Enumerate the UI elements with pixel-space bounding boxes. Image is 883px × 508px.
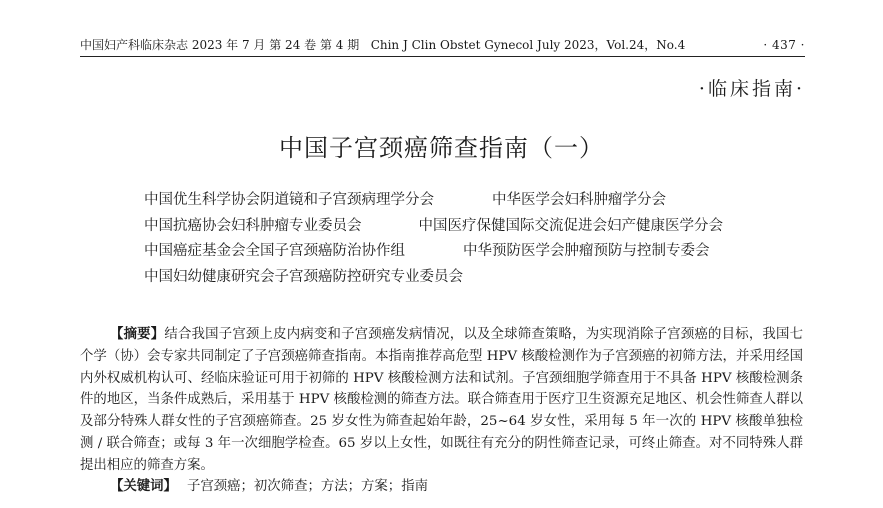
journal-citation	[80, 38, 685, 52]
author-affiliations	[144, 188, 804, 290]
keywords	[110, 477, 810, 497]
abstract-text: 结合我国子宫颈上皮内病变和子宫颈癌发病情况，以及全球筛查策略，为实现消除子宫颈癌的目标，我国七个学（协）会专家共同制定了子宫颈癌筛查指南。本指南推荐高危型 HPV 核酸检测作为子宫颈癌的初筛方法，并采用经国内外权威机构认可、经临床验证可用于初筛的 HPV 核酸检测方法和试剂。子宫颈细胞学筛查用于不具备 HPV 核酸检测条件的地区，当条件成熟后，采用基于 HPV 核酸检测的筛查方法。联合筛查用于医疗卫生资源充足地区、机会性筛查人群以及部分特殊人群女性的子宫颈癌筛查。25 岁女性为筛查起始年龄，25~64 岁女性，采用每 5 年一次的 HPV 核酸单独检测 / 联合筛查；或每 3 年一次细胞学检查。65 岁以上女性，如既往有充分的阴性筛查记录，可终止筛查。对不同特殊人群提出相应的筛查方案。	[80, 327, 804, 473]
author-row	[144, 265, 804, 291]
running-header	[80, 38, 805, 52]
section-label: ·临床指南·	[698, 78, 805, 100]
author-org: 中国抗癌协会妇科肿瘤专业委员会	[144, 217, 362, 234]
author-org: 中华医学会妇科肿瘤学分会	[492, 192, 666, 208]
author-org: 中国优生科学协会阴道镜和子宫颈病理学分会	[144, 192, 434, 208]
journal-name-en: Chin J Clin Obstet Gynecol July 2023，Vol.24，No.4	[370, 38, 686, 52]
author-row	[144, 188, 804, 214]
abstract	[80, 324, 803, 477]
author-org: 中国医疗保健国际交流促进会妇产健康医学分会	[418, 217, 723, 234]
author-row	[144, 214, 804, 240]
page-number: · 437 ·	[763, 38, 805, 52]
keywords-text: 子宫颈癌；初次筛查；方法；方案；指南	[186, 479, 428, 494]
author-org: 中华预防医学会肿瘤预防与控制专委会	[463, 243, 710, 259]
header-rule	[80, 56, 805, 57]
article-title: 中国子宫颈癌筛查指南（一）	[279, 134, 604, 162]
author-row	[144, 239, 804, 265]
author-org: 中国癌症基金会全国子宫颈癌防治协作组	[144, 243, 405, 259]
author-org: 中国妇幼健康研究会子宫颈癌防控研究专业委员会	[144, 268, 463, 285]
abstract-label: 【摘要】	[110, 327, 165, 342]
journal-name-cn: 中国妇产科临床杂志 2023 年 7 月 第 24 卷 第 4 期	[80, 38, 360, 52]
keywords-label: 【关键词】	[110, 479, 177, 494]
